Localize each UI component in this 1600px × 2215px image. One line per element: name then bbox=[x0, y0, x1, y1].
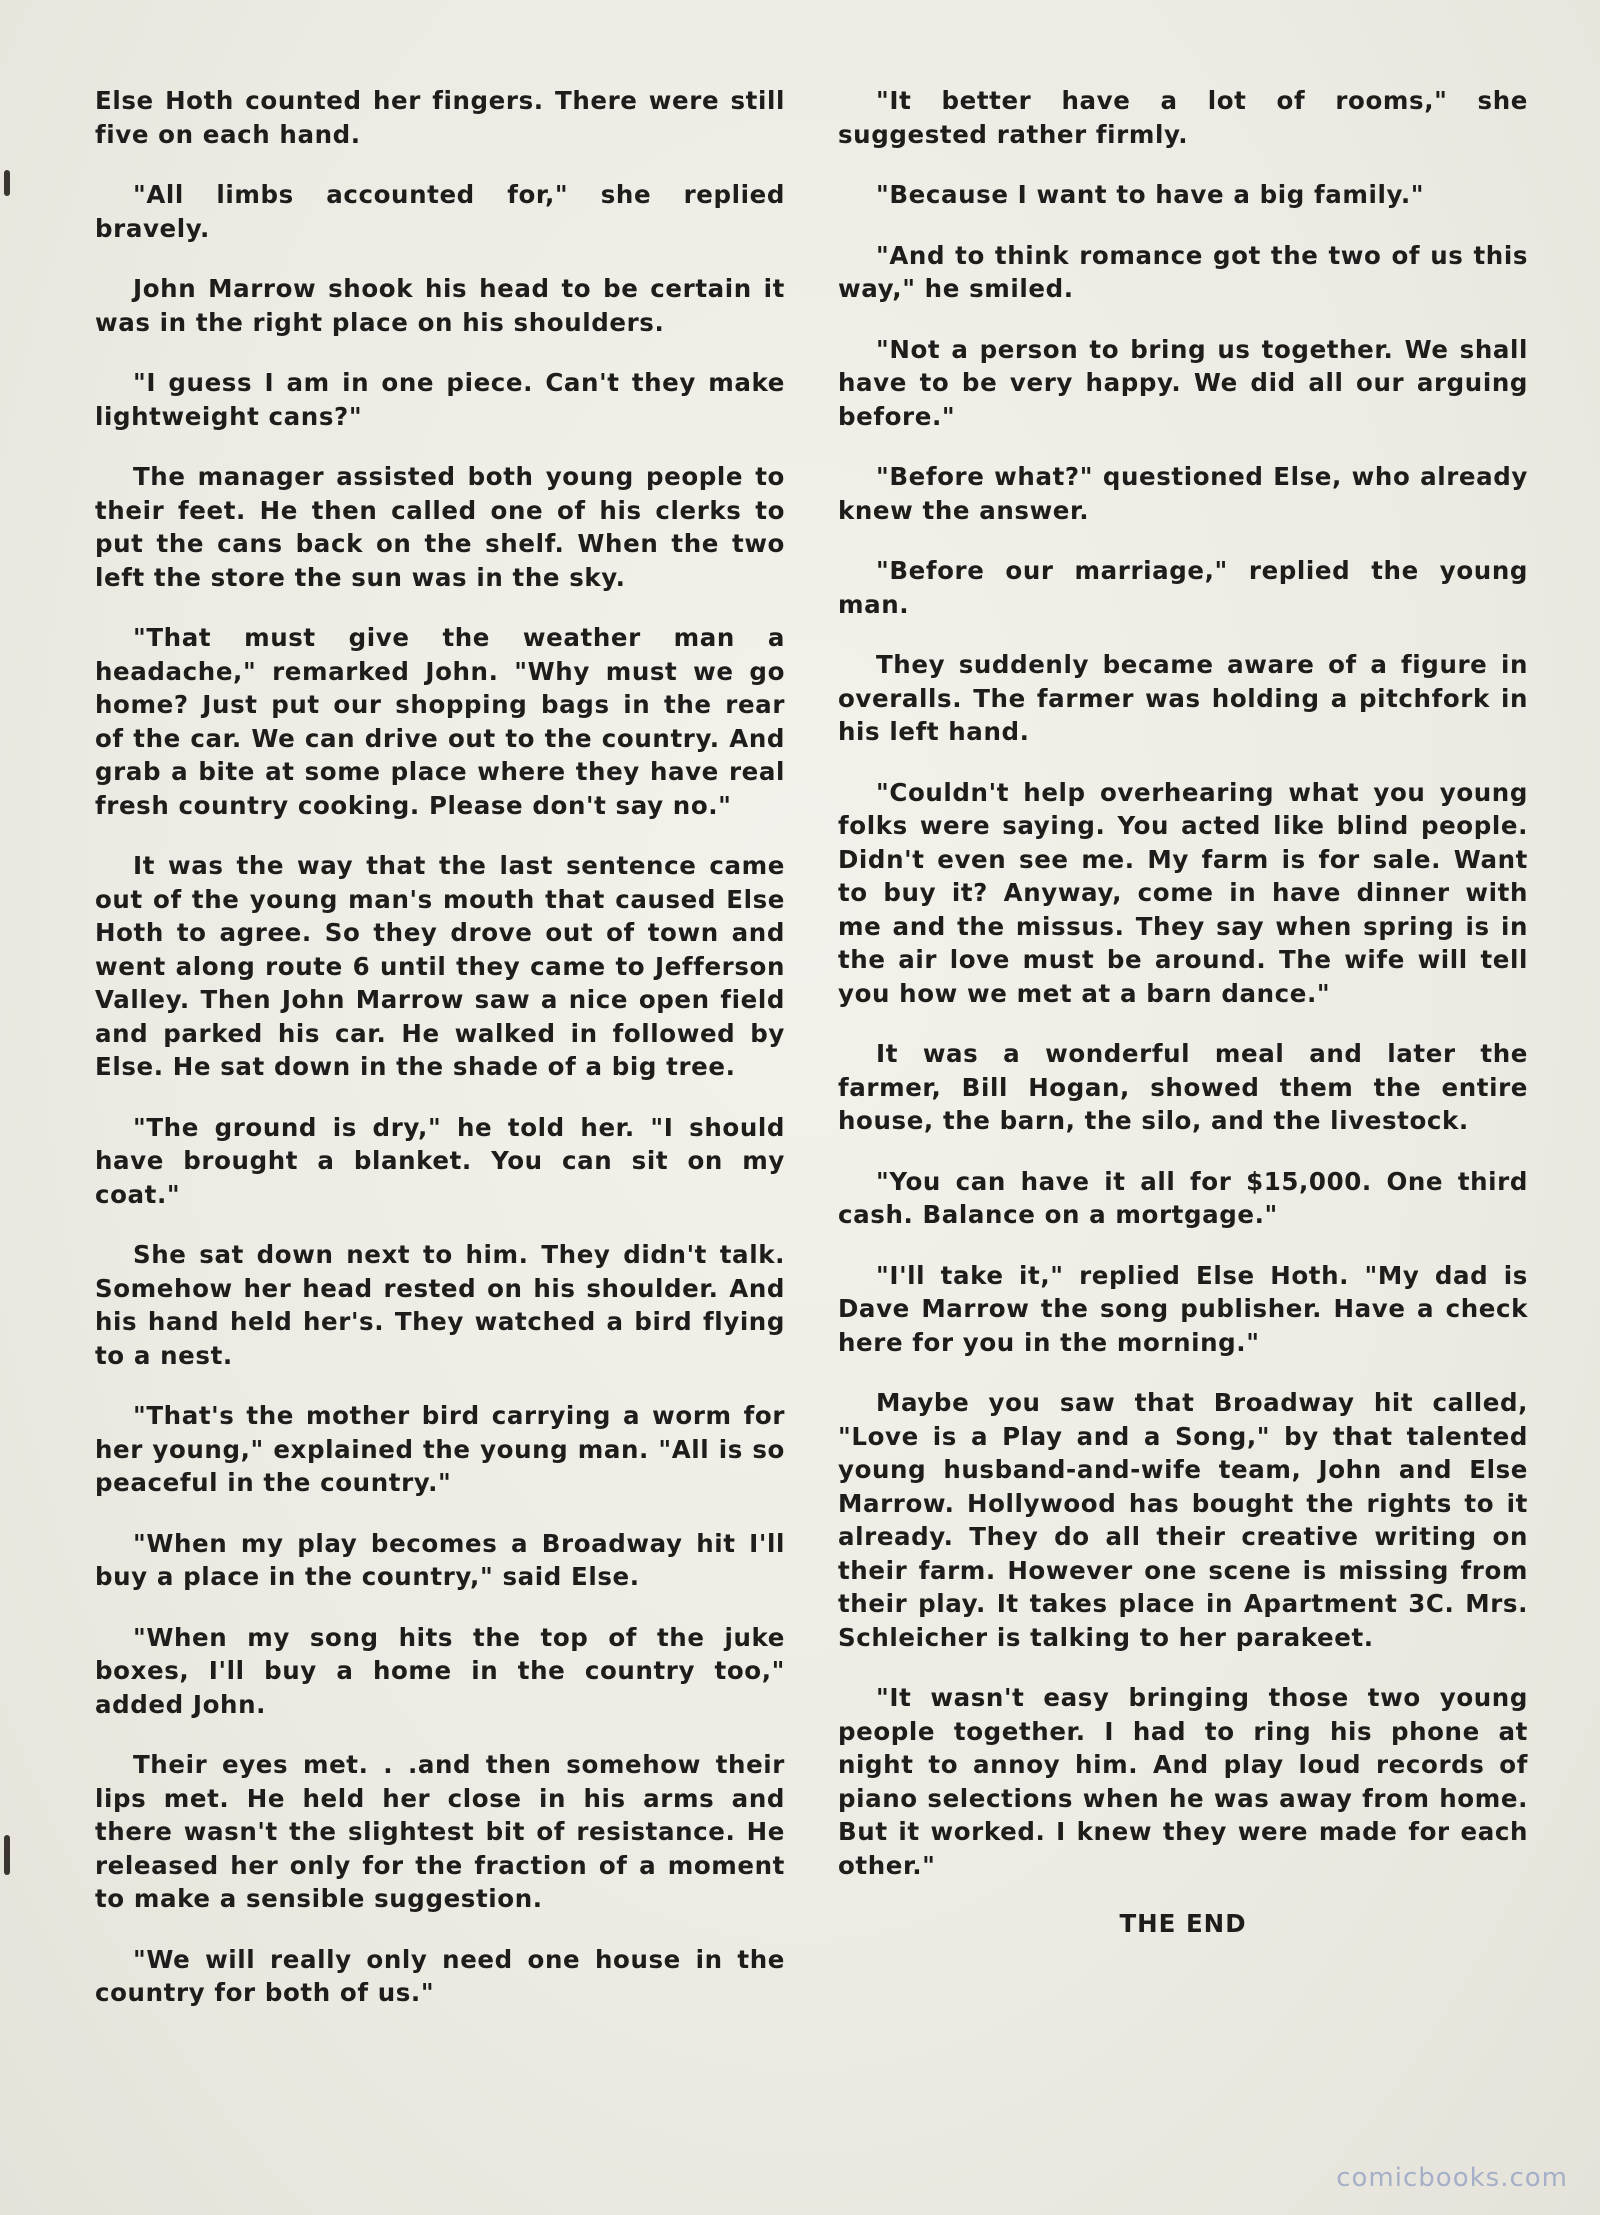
paragraph: "When my play becomes a Broadway hit I'll buy a place in the country," said Else. bbox=[95, 1528, 785, 1591]
right-column bbox=[838, 84, 1528, 1938]
site-watermark: comicbooks.com bbox=[1336, 2163, 1568, 2193]
paragraph: "We will really only need one house in the country for both of us." bbox=[95, 1944, 785, 2007]
left-column bbox=[95, 84, 785, 2037]
paragraph: Their eyes met. . .and then somehow their lips met. He held her close in his arms and there wasn't the slightest bit of resistance. He released her only for the fraction of a moment to make a sensible suggestion. bbox=[95, 1750, 785, 1913]
paragraph: It was the way that the last sentence came out of the young man's mouth that caused Else Hoth to agree. So they drove out of town and went along route 6 until they came to Jefferson Valley. Then John Marrow saw a nice open field and parked his car. He walked in followed by Else. He sat down in the shade of a big tree. bbox=[95, 851, 785, 1081]
binding-mark-bottom bbox=[4, 1835, 10, 1875]
paragraph: "I guess I am in one piece. Can't they make lightweight cans?" bbox=[95, 368, 785, 431]
paragraph: "Not a person to bring us together. We shall have to be very happy. We did all our arguing before." bbox=[838, 334, 1528, 431]
paragraph: The manager assisted both young people to their feet. He then called one of his clerks to put the cans back on the shelf. When the two left the store the sun was in the sky. bbox=[95, 462, 785, 592]
paragraph: Maybe you saw that Broadway hit called, "Love is a Play and a Song," by that talented young husband-and-wife team, John and Else Marrow. Hollywood has bought the rights to it already. They do all their creative writing on their farm. However one scene is missing from their play. It takes place in Apartment 3C. Mrs. Schleicher is talking to her parakeet. bbox=[838, 1388, 1528, 1652]
binding-mark-top bbox=[4, 170, 10, 196]
paragraph: "And to think romance got the two of us this way," he smiled. bbox=[838, 240, 1528, 303]
paragraph: She sat down next to him. They didn't talk. Somehow her head rested on his shoulder. And his hand held her's. They watched a bird flying to a nest. bbox=[95, 1240, 785, 1370]
story-end-label: THE END bbox=[1119, 1909, 1247, 1938]
paragraph: "Because I want to have a big family." bbox=[876, 180, 1425, 209]
paragraph: "You can have it all for $15,000. One third cash. Balance on a mortgage." bbox=[838, 1166, 1528, 1229]
paragraph: "When my song hits the top of the juke boxes, I'll buy a home in the country too," added John. bbox=[95, 1622, 785, 1719]
paragraph: They suddenly became aware of a figure in overalls. The farmer was holding a pitchfork in his left hand. bbox=[838, 650, 1528, 746]
paragraph: "Couldn't help overhearing what you young folks were saying. You acted like blind people. Didn't even see me. My farm is for sale. Want to buy it? Anyway, come in have dinner with me and the missus. They say when spring is in the air love must be around. The wife will tell you how we met at a barn dance." bbox=[838, 777, 1528, 1008]
paragraph: "All limbs accounted for," she replied bravely. bbox=[95, 180, 785, 243]
paragraph: "Before our marriage," replied the young man. bbox=[838, 556, 1528, 619]
paragraph: "I'll take it," replied Else Hoth. "My dad is Dave Marrow the song publisher. Have a check here for you in the morning." bbox=[838, 1260, 1528, 1357]
paragraph: "That must give the weather man a headache," remarked John. "Why must we go home? Just put our shopping bags in the rear of the car. We can drive out to the country. And grab a bite at some place where they have real fresh country cooking. Please don't say no." bbox=[95, 623, 785, 820]
paragraph: John Marrow shook his head to be certain it was in the right place on his shoulders. bbox=[95, 274, 785, 337]
paragraph: "It wasn't easy bringing those two young people together. I had to ring his phone at night to annoy him. And play loud records of piano selections when he was away from home. But it worked. I knew they were made for each other." bbox=[838, 1683, 1528, 1880]
paragraph: "It better have a lot of rooms," she suggested rather firmly. bbox=[838, 86, 1528, 149]
paragraph: "The ground is dry," he told her. "I should have brought a blanket. You can sit on my coat." bbox=[95, 1112, 785, 1209]
paragraph: "That's the mother bird carrying a worm for her young," explained the young man. "All is so peaceful in the country." bbox=[95, 1401, 785, 1497]
paragraph: "Before what?" questioned Else, who already knew the answer. bbox=[838, 462, 1528, 525]
paragraph: Else Hoth counted her fingers. There were still five on each hand. bbox=[95, 86, 785, 149]
paragraph: It was a wonderful meal and later the farmer, Bill Hogan, showed them the entire house, the barn, the silo, and the livestock. bbox=[838, 1039, 1528, 1135]
